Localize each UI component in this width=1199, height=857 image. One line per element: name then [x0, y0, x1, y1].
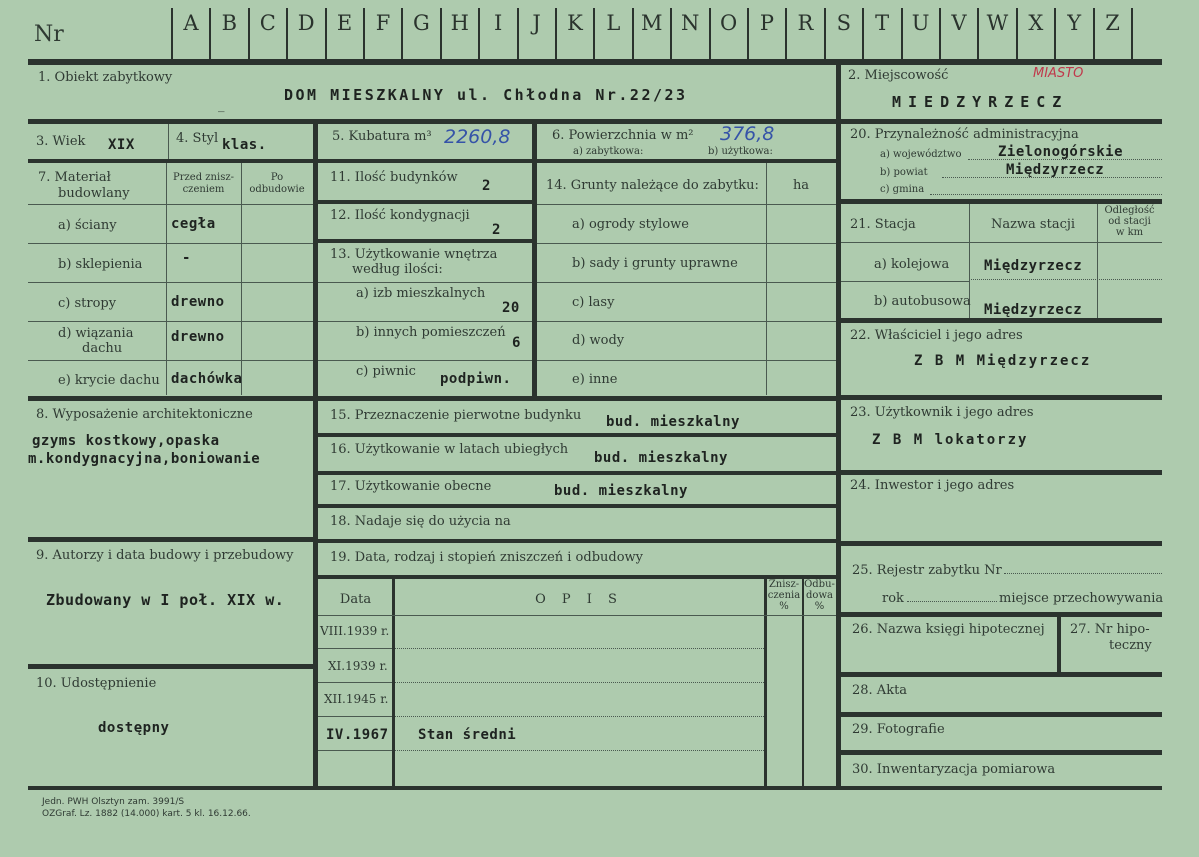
rule-20 — [841, 199, 1162, 204]
letter-cell-s: S — [836, 11, 851, 35]
field-24-label: 24. Inwestor i jego adres — [850, 478, 1015, 493]
f19-sep-od — [802, 579, 804, 789]
rule-17 — [318, 504, 836, 508]
row-2-rule — [841, 119, 1162, 124]
f19-col-od-2: dowa — [806, 590, 833, 601]
field-14-unit: ha — [792, 178, 810, 193]
rule-13a — [318, 282, 532, 283]
f7-row-a-value: cegła — [171, 216, 216, 232]
letter-cell-k: K — [567, 11, 583, 35]
field-25-label: 25. Rejestr zabytku Nr — [852, 563, 1002, 578]
field-21-label: 21. Stacja — [850, 217, 916, 232]
field-12-label: 12. Ilość kondygnacji — [330, 208, 470, 223]
field-22-label: 22. Właściciel i jego adres — [850, 328, 1023, 343]
f14-rule-4 — [537, 360, 836, 361]
f7-row-e-value: dachówka — [171, 371, 243, 387]
letter-cell-z: Z — [1105, 11, 1120, 35]
field-14-label: 14. Grunty należące do zabytku: — [546, 178, 759, 193]
field-16-label: 16. Użytkowanie w latach ubiegłych — [330, 442, 569, 457]
sep-3-4 — [168, 124, 169, 162]
field-6-label: 6. Powierzchnia w m² — [552, 128, 694, 143]
row-3-rule — [28, 159, 836, 163]
f19-date-2: XI.1939 r. — [328, 659, 388, 673]
f14-rule-1 — [537, 243, 836, 244]
field-6-value: 376,8 — [720, 123, 775, 145]
field-20-c-label: c) gmina — [880, 184, 925, 195]
f21-rule-a — [841, 281, 969, 282]
rule-26 — [841, 672, 1162, 677]
rule-15 — [318, 433, 836, 437]
f19-sep-date — [392, 579, 395, 789]
f19-date-rule-1 — [318, 648, 392, 649]
column-2-divider — [313, 124, 318, 396]
f14-rule-3 — [537, 321, 836, 322]
field-3-value: XIX — [108, 137, 135, 153]
letter-separator — [747, 8, 749, 61]
letter-cell-r: R — [797, 11, 814, 35]
field-18-label: 18. Nadaje się do użycia na — [330, 514, 511, 529]
field-25-place: miejsce przechowywania — [999, 591, 1164, 606]
letter-separator — [824, 8, 826, 61]
field-4-label: 4. Styl — [176, 131, 219, 146]
letter-cell-b: B — [221, 11, 238, 35]
f7-row-d-label-2: dachu — [82, 341, 123, 356]
letter-separator — [1016, 8, 1018, 61]
rule-18 — [318, 539, 836, 543]
field-20-a-label: a) województwo — [880, 149, 962, 160]
column-3-divider — [532, 124, 537, 396]
field-20-b-label: b) powiat — [880, 167, 928, 178]
rule-24 — [841, 541, 1162, 546]
letter-separator — [478, 8, 480, 61]
letter-separator — [862, 8, 864, 61]
letter-cell-a: A — [183, 11, 199, 35]
rule-23 — [841, 470, 1162, 475]
field-8-value-2: m.kondygnacyjna,boniowanie — [28, 451, 261, 467]
field-7-label-1: 7. Materiał — [38, 170, 111, 185]
f20-dots-c — [930, 194, 1162, 195]
f7-rule-4 — [28, 360, 313, 361]
f19-typed-date: IV.1967 — [326, 727, 389, 743]
field-20-label: 20. Przynależność administracyjna — [850, 127, 1079, 142]
card-bottom-rule — [28, 786, 1162, 790]
f7-col-after-1: Po — [270, 172, 284, 183]
field-3-label: 3. Wiek — [36, 134, 86, 149]
f7-col-before-2: czeniem — [182, 184, 225, 195]
field-10-value: dostępny — [98, 720, 170, 736]
field-4-value: klas. — [222, 137, 267, 153]
f14-rule-2 — [537, 282, 836, 283]
field-13-a-label: a) izb mieszkalnych — [356, 286, 486, 301]
f21-col-dist-3: w km — [1115, 227, 1144, 238]
f21-col-dist-1: Odległość — [1104, 205, 1155, 216]
row-7-rule — [28, 396, 836, 401]
f19-col-od-1: Odbu- — [804, 579, 835, 590]
f19-col-zn-2: czenia — [767, 590, 801, 601]
field-17-value: bud. mieszkalny — [554, 483, 688, 499]
letter-cell-e: E — [336, 11, 353, 35]
f19-rule-4 — [395, 750, 764, 751]
rule-28 — [841, 712, 1162, 717]
f7-rule-2 — [28, 282, 313, 283]
letter-cell-y: Y — [1067, 11, 1082, 35]
field-11-value: 2 — [482, 178, 491, 194]
f7-row-d-label-1: d) wiązania — [58, 326, 134, 341]
letter-cell-m: M — [641, 11, 663, 35]
field-20-b-value: Międzyrzecz — [1006, 162, 1105, 178]
right-column-divider — [836, 65, 841, 789]
rule-21 — [841, 318, 1162, 323]
field-13-c-value: podpiwn. — [440, 371, 512, 387]
f7-row-c-label: c) stropy — [58, 296, 117, 311]
field-16-value: bud. mieszkalny — [594, 450, 728, 466]
field-9-label: 9. Autorzy i data budowy i przebudowy — [36, 548, 294, 563]
footer-line-1: Jedn. PWH Olsztyn zam. 3991/S — [42, 797, 185, 807]
field-17-label: 17. Użytkowanie obecne — [330, 479, 492, 494]
f7-row-d-value: drewno — [171, 329, 225, 345]
f7-rule-0 — [28, 204, 313, 205]
f14-row-b: b) sady i grunty uprawne — [572, 256, 738, 271]
field-23-label: 23. Użytkownik i jego adres — [850, 405, 1034, 420]
letter-separator — [977, 8, 979, 61]
f25-dots-rok — [907, 601, 997, 602]
field-12-value: 2 — [492, 222, 501, 238]
f19-rule-2 — [395, 682, 764, 683]
field-5-label: 5. Kubatura m³ — [332, 129, 432, 144]
letter-cell-j: J — [532, 11, 541, 35]
f26-sep — [1057, 617, 1061, 675]
field-1-value: DOM MIESZKALNY ul. Chłodna Nr.22/23 — [284, 86, 688, 104]
f21-head-rule — [841, 242, 1162, 243]
f19-col-opis: O P I S — [535, 592, 623, 607]
field-30-label: 30. Inwentaryzacja pomiarowa — [852, 762, 1056, 777]
field-7-label-2: budowlany — [58, 186, 130, 201]
field-27-label-1: 27. Nr hipo- — [1070, 622, 1150, 637]
f14-row-e: e) inne — [572, 372, 618, 387]
f7-row-a-label: a) ściany — [58, 218, 117, 233]
letter-separator — [1054, 8, 1056, 61]
letter-cell-t: T — [875, 11, 890, 35]
f7-rule-3 — [28, 321, 313, 322]
letter-cell-x: X — [1028, 11, 1044, 35]
field-1-dash: _ — [218, 98, 225, 113]
rule-11 — [318, 200, 532, 204]
letter-cell-h: H — [450, 11, 469, 35]
letter-separator — [286, 8, 288, 61]
row-1-rule — [28, 119, 836, 124]
f7-row-b-value: - — [182, 250, 191, 266]
field-8-value-1: gzyms kostkowy,opaska — [32, 433, 220, 449]
rule-12 — [318, 239, 532, 243]
field-23-value: Z B M lokatorzy — [872, 432, 1029, 448]
f7-row-c-value: drewno — [171, 294, 225, 310]
field-2-annotation: MIASTO — [1033, 66, 1084, 81]
field-5-value: 2260,8 — [444, 126, 511, 148]
f21-a-label: a) kolejowa — [874, 257, 950, 272]
f19-date-rule-4 — [318, 750, 392, 751]
letter-cell-n: N — [681, 11, 700, 35]
field-9-value: Zbudowany w I poł. XIX w. — [46, 591, 285, 609]
field-6-sub-b: b) użytkowa: — [708, 146, 773, 157]
field-15-label: 15. Przeznaczenie pierwotne budynku — [330, 408, 582, 423]
field-13-a-value: 20 — [502, 300, 520, 316]
f19-date-1: VIII.1939 r. — [320, 624, 390, 638]
f14-row-d: d) wody — [572, 333, 625, 348]
field-13-label-2: według ilości: — [352, 262, 443, 277]
letter-separator — [593, 8, 595, 61]
letter-separator — [1093, 8, 1095, 61]
field-6-sub-a: a) zabytkowa: — [573, 146, 644, 157]
f19-rule-1 — [395, 648, 764, 649]
field-29-label: 29. Fotografie — [852, 722, 945, 737]
rule-16 — [318, 471, 836, 475]
f21-dots-a — [969, 279, 1162, 280]
f19-date-rule-3 — [318, 716, 392, 717]
f7-rule-1 — [28, 243, 313, 244]
letter-cell-w: W — [986, 11, 1009, 35]
f14-row-c: c) lasy — [572, 295, 615, 310]
f14-rule-0 — [537, 204, 836, 205]
letter-cell-l: L — [606, 11, 621, 35]
field-15-value: bud. mieszkalny — [606, 414, 740, 430]
rule-25 — [841, 612, 1162, 617]
field-13-b-label: b) innych pomieszczeń — [356, 325, 506, 340]
field-28-label: 28. Akta — [852, 683, 908, 698]
nr-label: Nr — [34, 22, 64, 47]
letter-separator — [670, 8, 672, 61]
f25-dots-nr — [1004, 573, 1162, 574]
letter-separator — [785, 8, 787, 61]
letter-cell-o: O — [719, 11, 738, 35]
field-11-label: 11. Ilość budynków — [330, 170, 458, 185]
f19-col-zn-3: % — [779, 601, 789, 612]
rule-13b — [318, 321, 532, 322]
f21-a-value: Międzyrzecz — [984, 258, 1083, 274]
field-26-label: 26. Nazwa księgi hipotecznej — [852, 622, 1045, 637]
letter-cell-u: U — [911, 11, 930, 35]
letter-separator — [440, 8, 442, 61]
f7-row-e-label: e) krycie dachu — [58, 373, 160, 388]
letter-separator — [555, 8, 557, 61]
field-25-rok: rok — [882, 591, 904, 606]
field-13-b-value: 6 — [512, 335, 521, 351]
f21-b-label: b) autobusowa — [874, 294, 971, 309]
f19-date-rule-2 — [318, 682, 392, 683]
letter-separator — [209, 8, 211, 61]
f7-row-b-label: b) sklepienia — [58, 257, 143, 272]
field-13-c-label: c) piwnic — [356, 364, 416, 379]
letter-separator — [939, 8, 941, 61]
f19-col-od-3: % — [814, 601, 825, 612]
f21-col-dist-2: od stacji — [1108, 216, 1151, 227]
f14-row-a: a) ogrody stylowe — [572, 217, 689, 232]
rule-19-top — [318, 575, 836, 579]
field-2-value: MIEDZYRZECZ — [892, 93, 1069, 111]
field-20-a-value: Zielonogórskie — [998, 144, 1124, 160]
rule-22 — [841, 395, 1162, 400]
f7-col-before-1: Przed znisz- — [173, 172, 234, 183]
rule-29 — [841, 750, 1162, 755]
letter-separator — [363, 8, 365, 61]
letter-separator — [901, 8, 903, 61]
letter-separator — [248, 8, 250, 61]
letter-separator — [1131, 8, 1133, 61]
field-2-label: 2. Miejscowość — [848, 68, 949, 83]
letter-cell-d: D — [297, 11, 315, 35]
letter-separator — [325, 8, 327, 61]
footer-line-2: OZGraf. Lz. 1882 (14.000) kart. 5 kl. 16.12.66. — [42, 809, 251, 819]
field-1-label: 1. Obiekt zabytkowy — [38, 70, 173, 85]
letter-separator — [171, 8, 173, 61]
letter-cell-g: G — [413, 11, 430, 35]
f19-date-3: XII.1945 r. — [324, 692, 389, 706]
field-10-label: 10. Udostępnienie — [36, 676, 157, 691]
field-13-label-1: 13. Użytkowanie wnętrza — [330, 247, 498, 262]
row-9-rule — [28, 664, 313, 669]
letter-separator — [632, 8, 634, 61]
letter-cell-p: P — [759, 11, 775, 35]
f7-col-after-2: odbudowie — [249, 184, 305, 195]
f19-col-date: Data — [339, 592, 372, 607]
letter-cell-i: I — [494, 11, 503, 35]
row-8-rule — [28, 537, 313, 542]
field-22-value: Z B M Międzyrzecz — [914, 353, 1092, 369]
f21-col-name: Nazwa stacji — [990, 217, 1076, 232]
letter-separator — [401, 8, 403, 61]
field-19-label: 19. Data, rodzaj i stopień zniszczeń i odbudowy — [330, 550, 644, 565]
letter-separator — [709, 8, 711, 61]
f19-rule-3 — [395, 716, 764, 717]
letter-separator — [517, 8, 519, 61]
letter-cell-v: V — [951, 11, 967, 35]
f21-b-value: Międzyrzecz — [984, 302, 1083, 318]
f19-sep-zn — [764, 579, 767, 789]
f19-col-zn-1: Znisz- — [768, 579, 800, 590]
f19-typed-desc: Stan średni — [418, 727, 517, 743]
letter-cell-c: C — [259, 11, 276, 35]
letter-cell-f: F — [375, 11, 391, 35]
f19-head-rule — [318, 615, 836, 616]
field-27-label-2: teczny — [1109, 638, 1152, 653]
rule-13c — [318, 360, 532, 361]
field-8-label: 8. Wyposażenie architektoniczne — [36, 407, 253, 422]
